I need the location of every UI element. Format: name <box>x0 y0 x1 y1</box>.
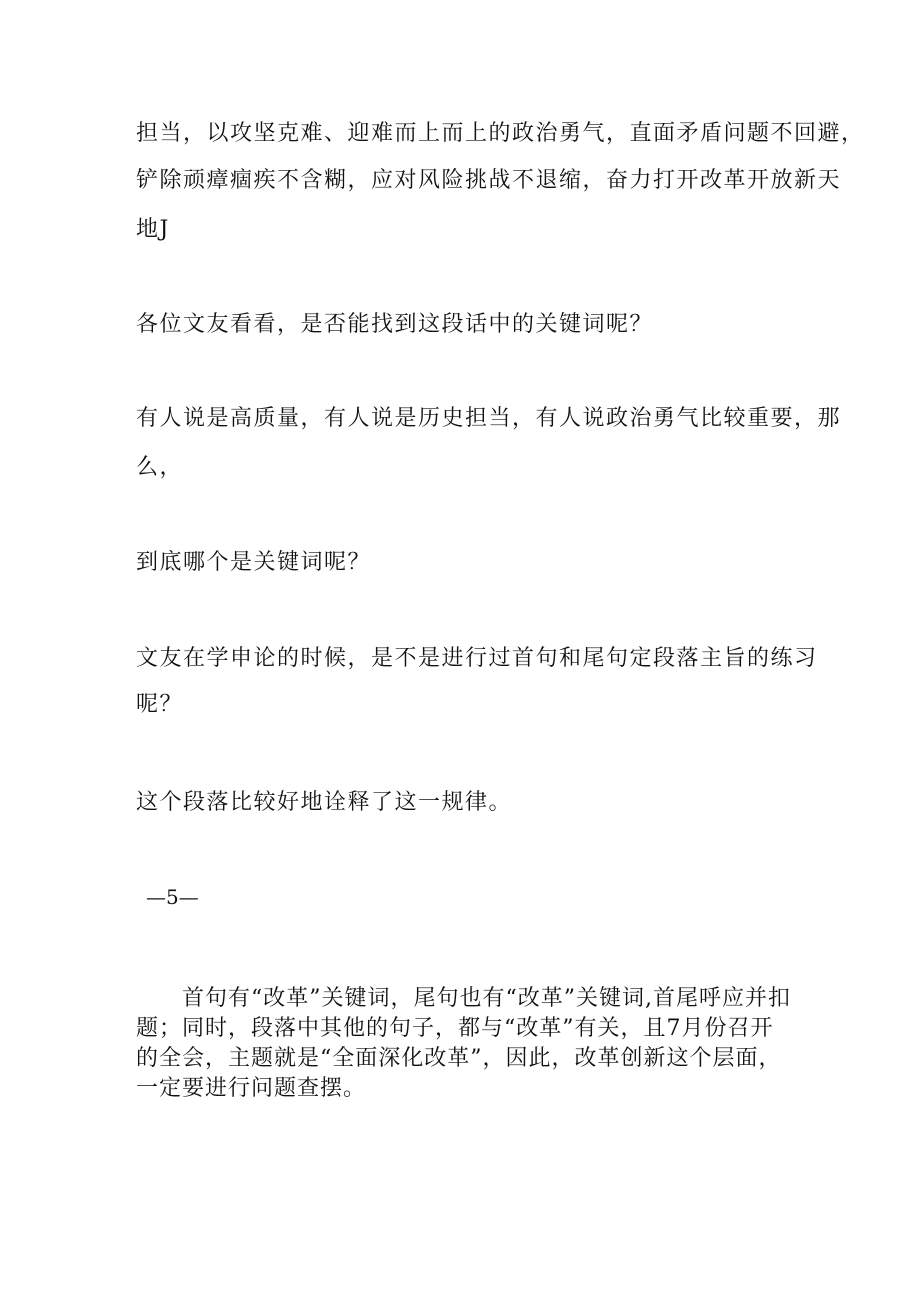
analysis-paragraph <box>136 984 796 1104</box>
text-line: 这个段落比较好地诠释了这一规律。 <box>136 790 513 815</box>
text-line: 呢？ <box>136 692 184 717</box>
text-line: 铲除顽瘴痼疾不含糊，应对风险挑战不退缩，奋力打开改革开放新天 <box>136 168 842 193</box>
text-line: 各位文友看看，是否能找到这段话中的关键词呢？ <box>136 312 654 337</box>
text-line: 有人说是高质量，有人说是历史担当，有人说政治勇气比较重要，那 <box>136 406 842 431</box>
text-line: 到底哪个是关键词呢？ <box>136 550 372 575</box>
text-line: 地J <box>136 217 170 242</box>
text-line: 文友在学申论的时候，是不是进行过首句和尾句定段落主旨的练习 <box>136 646 818 671</box>
page-number: —5— <box>146 885 199 909</box>
text-line: 么， <box>136 455 184 480</box>
text-line: 担当，以攻坚克难、迎难而上而上的政治勇气，直面矛盾问题不回避， <box>136 121 865 146</box>
analysis-text: 首句有“改革”关键词，尾句也有“改革”关键词,首尾呼应并扣题；同时，段落中其他的句子，都与“改革”有关，且7月份召开的全会，主题就是“全面深化改革”，因此，改革创新这个层面，一定要进行问题查摆。 <box>136 986 791 1101</box>
